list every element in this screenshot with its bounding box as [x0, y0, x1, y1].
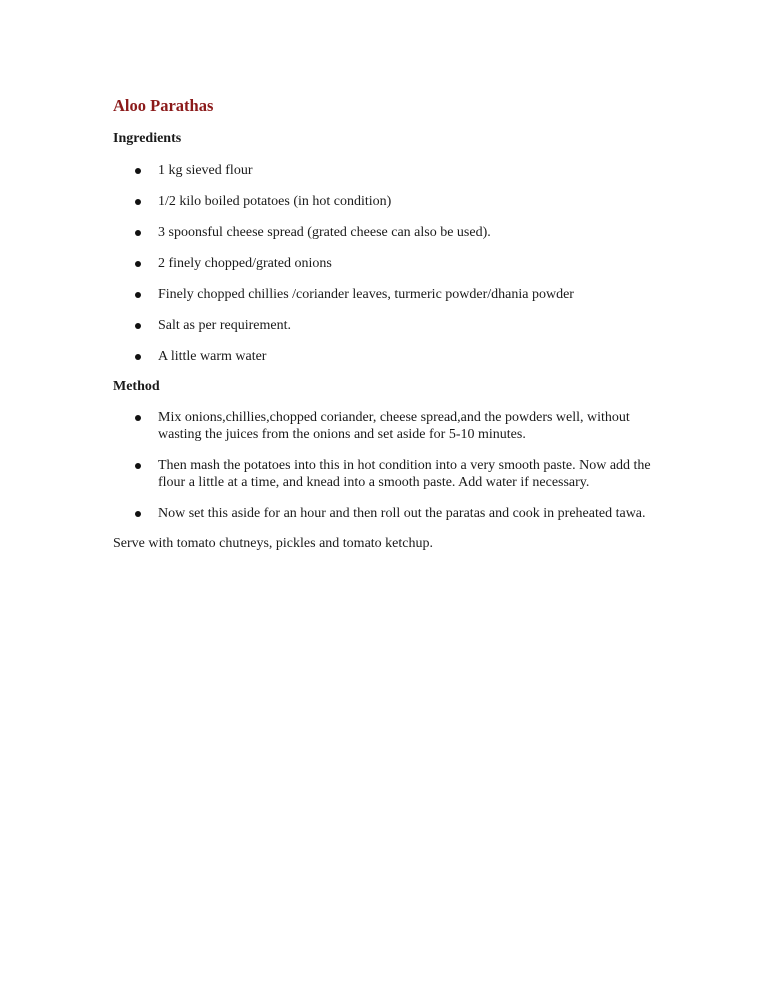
bullet-icon — [135, 199, 141, 205]
recipe-title: Aloo Parathas — [113, 96, 214, 115]
ingredient-text: Salt as per requirement. — [158, 318, 291, 333]
ingredients-heading: Ingredients — [113, 131, 182, 146]
method-list — [113, 409, 658, 522]
ingredient-item — [113, 348, 658, 365]
ingredient-text: 1 kg sieved flour — [158, 163, 253, 178]
ingredient-text: 2 finely chopped/grated onions — [158, 256, 332, 271]
method-step — [113, 409, 658, 443]
bullet-icon — [135, 415, 141, 421]
ingredient-text: 3 spoonsful cheese spread (grated cheese can also be used). — [158, 225, 491, 240]
method-step-text: Now set this aside for an hour and then roll out the paratas and cook in preheated tawa. — [158, 506, 646, 521]
bullet-icon — [135, 323, 141, 329]
bullet-icon — [135, 463, 141, 469]
ingredient-item — [113, 317, 658, 334]
ingredient-text: A little warm water — [158, 349, 267, 364]
bullet-icon — [135, 292, 141, 298]
bullet-icon — [135, 230, 141, 236]
ingredient-item — [113, 224, 658, 241]
bullet-icon — [135, 261, 141, 267]
serving-note: Serve with tomato chutneys, pickles and tomato ketchup. — [113, 536, 433, 551]
ingredient-text: 1/2 kilo boiled potatoes (in hot condition) — [158, 194, 392, 209]
method-heading: Method — [113, 379, 160, 394]
bullet-icon — [135, 168, 141, 174]
ingredient-item — [113, 193, 658, 210]
bullet-icon — [135, 354, 141, 360]
ingredient-item — [113, 162, 658, 179]
recipe-document — [113, 95, 658, 552]
bullet-icon — [135, 511, 141, 517]
method-step-text: Mix onions,chillies,chopped coriander, cheese spread,and the powders well, without wasting the juices from the onions and set aside for 5-10 minutes. — [158, 410, 630, 442]
method-step — [113, 505, 658, 522]
ingredient-item — [113, 255, 658, 272]
ingredient-text: Finely chopped chillies /coriander leaves, turmeric powder/dhania powder — [158, 287, 574, 302]
method-step-text: Then mash the potatoes into this in hot condition into a very smooth paste. Now add the flour a little at a time, and knead into a smooth paste. Add water if necessary. — [158, 458, 651, 490]
method-step — [113, 457, 658, 491]
ingredients-list — [113, 162, 658, 365]
ingredient-item — [113, 286, 658, 303]
